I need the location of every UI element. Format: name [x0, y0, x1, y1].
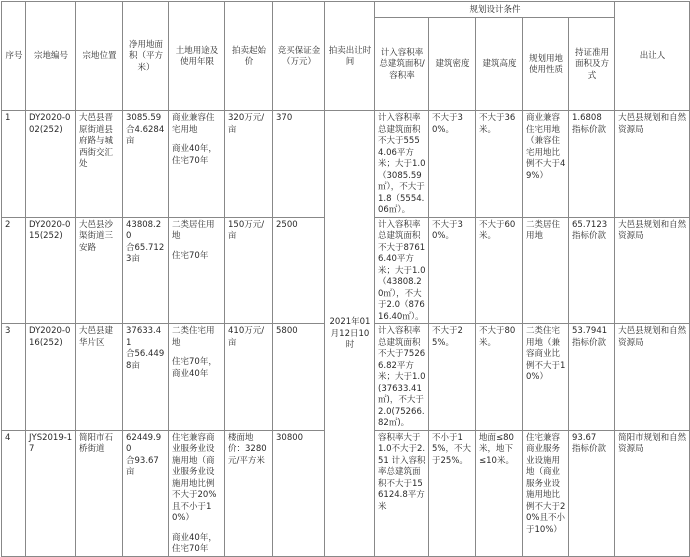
header-start-price: 拍卖起始价	[225, 2, 273, 111]
cell-code: DY2020-002(252)	[26, 111, 76, 218]
index-value: 65.7123	[572, 219, 608, 230]
index-value: 1.6808	[572, 113, 602, 123]
cell-use-years	[169, 430, 225, 556]
cell-density: 不大于30%。	[429, 111, 476, 218]
area-sqm: 43808.20	[126, 219, 162, 241]
cell-land-index	[569, 430, 615, 556]
area-mu: 合93.67亩	[126, 455, 159, 477]
header-deposit: 竞买保证金（万元）	[273, 2, 325, 111]
header-area: 净用地面积（平方米）	[123, 2, 169, 111]
area-mu: 合4.6284亩	[126, 124, 165, 146]
cell-location: 大邑县沙渠街道三安路	[76, 217, 123, 324]
cell-seq: 1	[2, 111, 26, 218]
cell-use-nature: 住宅兼容商业服务业设施用地（商业服务业设施用地比例不大于20%且不小于10%）	[523, 430, 569, 556]
cell-far: 计入容积率总建筑面积不大于5554.06平方米；大于1.0（3085.59㎡），不大于1.8（5554.06㎡）。	[375, 111, 429, 218]
cell-height: 地面≤80米，地下≤10米。	[476, 430, 523, 556]
cell-use-nature: 二类居住用地	[523, 217, 569, 324]
cell-deposit: 2500	[273, 217, 325, 324]
cell-height: 不大于60米。	[476, 217, 523, 324]
cell-seq: 3	[2, 324, 26, 431]
header-height: 建筑高度	[476, 18, 523, 111]
header-code: 宗地编号	[26, 2, 76, 111]
index-label: 指标价款	[572, 124, 607, 135]
cell-area	[123, 324, 169, 431]
land-use: 二类住宅用地	[172, 326, 215, 348]
cell-land-index	[569, 111, 615, 218]
cell-start-price: 150万元/亩	[225, 217, 273, 324]
header-grantor: 出让人	[615, 2, 690, 111]
header-land-index: 持证准用面积及方式	[569, 18, 615, 111]
use-years: 住宅70年	[172, 250, 209, 261]
area-sqm: 62449.90	[126, 432, 162, 454]
index-label: 指标价款	[572, 444, 607, 454]
header-density: 建筑密度	[429, 18, 476, 111]
cell-deposit: 370	[273, 111, 325, 218]
land-auction-table	[1, 1, 690, 557]
header-use-nature: 规划用地使用性质	[523, 18, 569, 111]
use-years: 商业40年，住宅70年	[172, 532, 217, 554]
cell-far: 计入容积率总建筑面积不大于87616.40平方米；大于1.0（43808.20㎡），不大于2.0（87616.40㎡）。	[375, 217, 429, 324]
cell-grantor: 简阳市规划和自然资源局	[615, 430, 690, 556]
cell-use-years	[169, 217, 225, 324]
cell-area	[123, 217, 169, 324]
cell-code: DY2020-016(252)	[26, 324, 76, 431]
index-label: 指标价款	[572, 337, 607, 348]
area-mu: 合56.4498亩	[126, 349, 165, 371]
cell-use-nature: 商业兼容住宅用地（兼容住宅用地比例不大于49%）	[523, 111, 569, 218]
cell-deposit: 5800	[273, 324, 325, 431]
cell-area	[123, 111, 169, 218]
cell-density: 不大于25%。	[429, 324, 476, 431]
cell-start-price: 410万元/亩	[225, 324, 273, 431]
index-label: 指标价款	[572, 231, 607, 241]
header-far: 计入容积率总建筑面积/容积率	[375, 18, 429, 111]
header-location: 宗地位置	[76, 2, 123, 111]
cell-land-index	[569, 324, 615, 431]
cell-land-index	[569, 217, 615, 324]
header-seq: 序号	[2, 2, 26, 111]
cell-code: DY2020-015(252)	[26, 217, 76, 324]
index-value: 53.7941	[572, 326, 608, 336]
cell-seq: 2	[2, 217, 26, 324]
header-planning-group: 规划设计条件	[375, 2, 615, 18]
area-sqm: 3085.59	[126, 113, 162, 123]
cell-grantor: 大邑县规划和自然资源局	[615, 217, 690, 324]
use-years: 商业40年，住宅70年	[172, 144, 217, 166]
cell-use-years	[169, 111, 225, 218]
cell-location: 简阳市石桥街道	[76, 430, 123, 556]
cell-far: 容积率大于1.0不大于2.51 计入容积率总建筑面积不大于156124.8平方米	[375, 430, 429, 556]
area-sqm: 37633.41	[126, 326, 162, 348]
cell-height: 不大于80米。	[476, 324, 523, 431]
cell-far: 计入容积率总建筑面积不大于75266.82平方米；大于1.0(37633.41㎡)，不大于2.0(75266.82㎡)。	[375, 324, 429, 431]
cell-use-years	[169, 324, 225, 431]
cell-deposit: 30800	[273, 430, 325, 556]
cell-seq: 4	[2, 430, 26, 556]
table-row	[2, 111, 690, 218]
cell-density: 不大于30%。	[429, 217, 476, 324]
land-use: 住宅兼容商业服务业设施用地（商业服务业设施用地比例不大于20%且不小于10%）	[172, 432, 217, 523]
use-years: 住宅70年，商业40年	[172, 357, 217, 379]
cell-grantor: 大邑县规划和自然资源局	[615, 111, 690, 218]
cell-density: 不小于15%，不大于25%。	[429, 430, 476, 556]
cell-grantor: 大邑县规划和自然资源局	[615, 324, 690, 431]
land-use: 商业兼容住宅用地	[172, 113, 215, 135]
header-use-years: 土地用途及使用年限	[169, 2, 225, 111]
land-use: 二类居住用地	[172, 219, 215, 241]
index-value: 93.67	[572, 432, 597, 443]
cell-use-nature: 二类住宅用地（兼容商业比例不大于10%）	[523, 324, 569, 431]
header-auction-time: 拍卖出让时间	[325, 2, 375, 111]
cell-area	[123, 430, 169, 556]
cell-location: 大邑县建华片区	[76, 324, 123, 431]
cell-code: JYS2019-17	[26, 430, 76, 556]
cell-auction-time: 2021年01月12日10时	[325, 111, 375, 557]
cell-start-price: 320万元/亩	[225, 111, 273, 218]
cell-start-price: 楼面地价：3280元/平方米	[225, 430, 273, 556]
cell-height: 不大于36米。	[476, 111, 523, 218]
area-mu: 合65.7123亩	[126, 242, 165, 264]
cell-location: 大邑县晋原街道县府路与城西街交汇处	[76, 111, 123, 218]
